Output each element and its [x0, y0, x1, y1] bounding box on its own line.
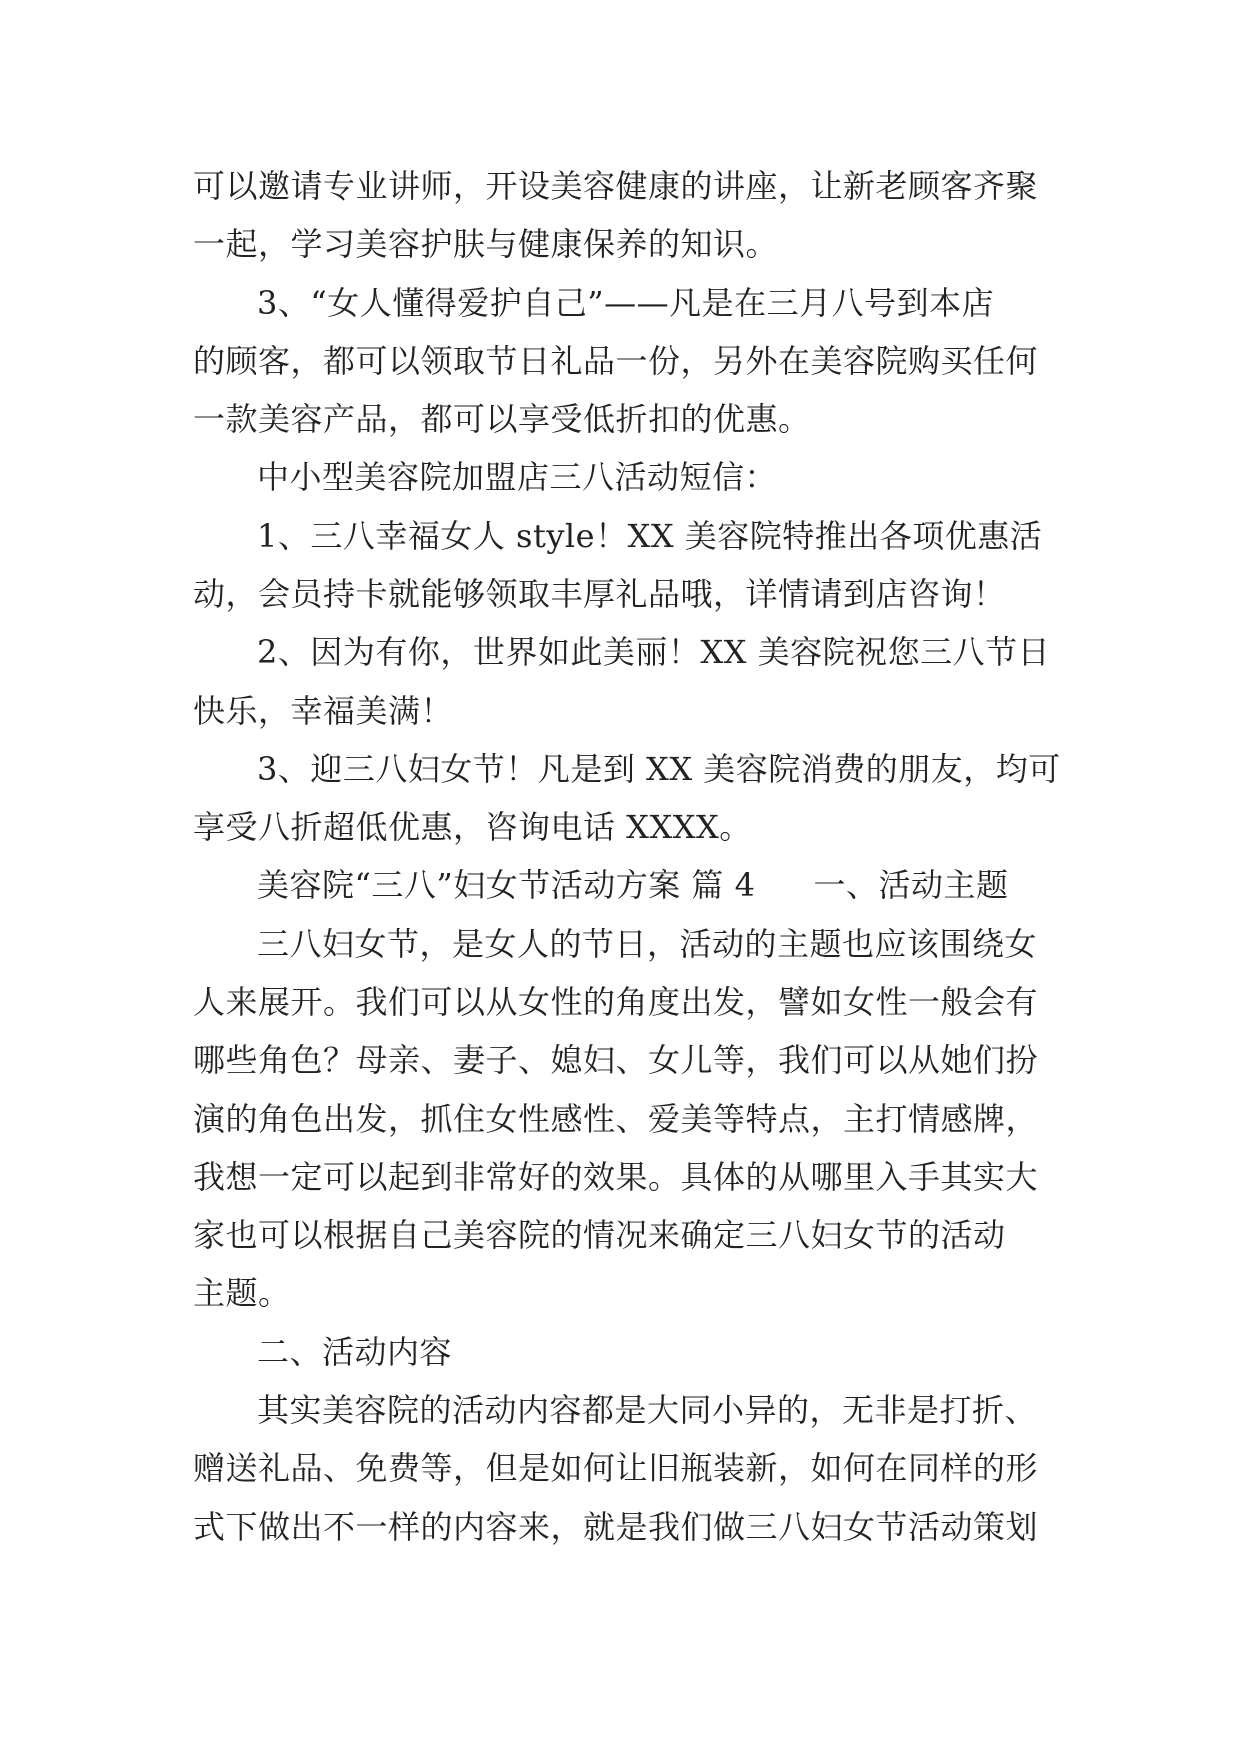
- text-line: 可以邀请专业讲师，开设美容健康的讲座，让新老顾客齐聚: [193, 167, 1039, 205]
- text-line: 式下做出不一样的内容来，就是我们做三八妇女节活动策划: [193, 1508, 1039, 1546]
- text-line: 3、“女人懂得爱护自己”——凡是在三月八号到本店: [257, 284, 995, 322]
- text-line: 人来展开。我们可以从女性的角度出发，譬如女性一般会有: [193, 983, 1039, 1021]
- section-title: 美容院“三八”妇女节活动方案 篇 4: [257, 866, 756, 904]
- text-line: 哪些角色？母亲、妻子、媳妇、女儿等，我们可以从她们扮: [193, 1041, 1039, 1079]
- text-line: 主题。: [193, 1274, 291, 1312]
- text-line: 我想一定可以起到非常好的效果。具体的从哪里入手其实大: [193, 1158, 1039, 1196]
- text-line: 快乐，幸福美满！: [193, 692, 454, 730]
- text-line: 1、三八幸福女人 style！XX 美容院特推出各项优惠活: [257, 517, 1043, 555]
- text-line: 三八妇女节，是女人的节日，活动的主题也应该围绕女: [257, 925, 1038, 963]
- text-line: 一款美容产品，都可以享受低折扣的优惠。: [193, 400, 811, 438]
- text-line: 享受八折超低优惠，咨询电话 XXXX。: [193, 808, 752, 846]
- text-line: 其实美容院的活动内容都是大同小异的，无非是打折、: [257, 1391, 1038, 1429]
- text-line: 中小型美容院加盟店三八活动短信：: [257, 458, 778, 496]
- text-line: 二、活动内容: [257, 1333, 453, 1371]
- text-line: 3、迎三八妇女节！凡是到 XX 美容院消费的朋友，均可: [257, 750, 1061, 788]
- text-line: 赠送礼品、免费等，但是如何让旧瓶装新，如何在同样的形: [193, 1449, 1039, 1487]
- section-heading: 一、活动主题: [813, 866, 1009, 904]
- text-line: 的顾客，都可以领取节日礼品一份，另外在美容院购买任何: [193, 342, 1039, 380]
- text-line: 2、因为有你，世界如此美丽！XX 美容院祝您三八节日: [257, 633, 1051, 671]
- text-line: 演的角色出发，抓住女性感性、爱美等特点，主打情感牌，: [193, 1100, 1039, 1138]
- text-line: [257, 855, 1137, 915]
- text-line: 家也可以根据自己美容院的情况来确定三八妇女节的活动: [193, 1216, 1006, 1254]
- text-line: 一起，学习美容护肤与健康保养的知识。: [193, 225, 779, 263]
- text-line: 动，会员持卡就能够领取丰厚礼品哦，详情请到店咨询！: [193, 575, 1006, 613]
